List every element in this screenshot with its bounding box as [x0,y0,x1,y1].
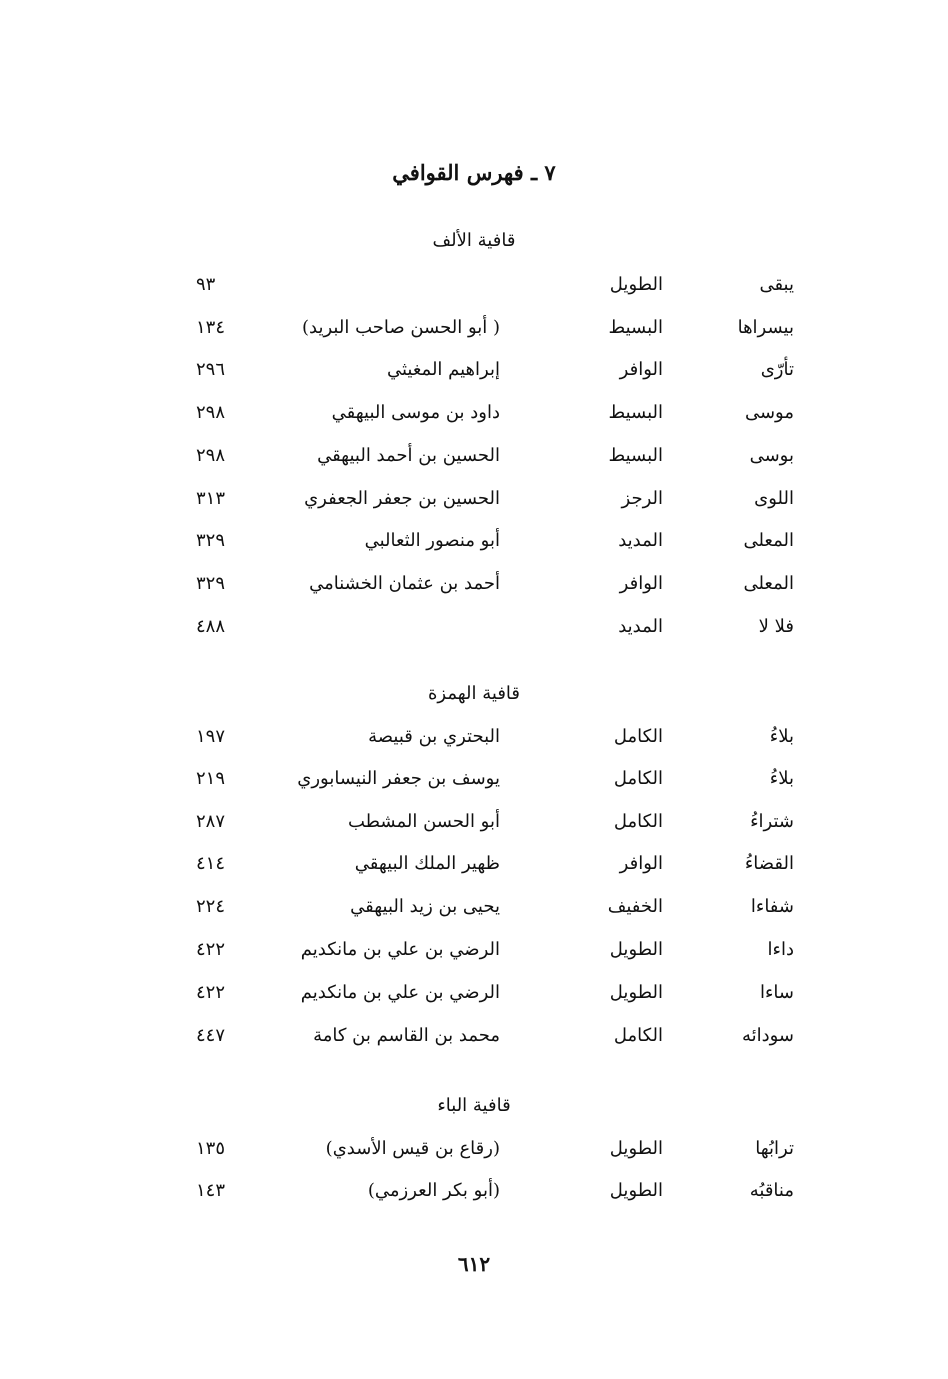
rhyme-word: شفاءا [750,896,794,917]
page-ref: ٣٢٩ [196,573,226,594]
rhyme-word: بيسراها [737,317,794,338]
poet-name: الرضي بن علي بن مانكديم [300,982,500,1003]
meter-name: المديد [618,530,663,551]
page-ref: ١٩٧ [196,726,226,747]
meter-name: الخفيف [607,896,663,917]
poet-name: محمد بن القاسم بن كامة [313,1025,500,1046]
poet-name: ظهير الملك البيهقي [354,853,500,874]
table-row [0,488,948,524]
poet-name: الحسين بن أحمد البيهقي [317,445,500,466]
page-ref: ٣١٣ [196,488,226,509]
rhyme-word: بلاءُ [769,768,794,789]
table-row [0,853,948,889]
table-row [0,1180,948,1216]
table-row [0,896,948,932]
poet-name: الحسين بن جعفر الجعفري [304,488,500,509]
page-ref: ٢١٩ [196,768,226,789]
rhyme-word: القضاءُ [744,853,794,874]
page-ref: ٢٢٤ [196,896,226,917]
rhyme-word: المعلى [743,573,794,594]
poet-name: يوسف بن جعفر النيسابوري [297,768,500,789]
page-ref: ٤٨٨ [196,616,226,637]
meter-name: الطويل [609,982,663,1003]
poet-name: أبو الحسن المشطب [347,811,500,832]
rhyme-word: شتراءُ [750,811,794,832]
table-row [0,1138,948,1174]
rhyme-word: فلا لا [758,616,794,637]
table-row [0,359,948,395]
meter-name: البسيط [608,402,663,423]
rhyme-word: بوسى [749,445,794,466]
poet-name: يحيى بن زيد البيهقي [350,896,500,917]
poet-name: إبراهيم المغيثي [386,359,500,380]
poet-name: أبو منصور الثعالبي [364,530,500,551]
meter-name: الكامل [613,811,663,832]
rhyme-word: ترابُها [755,1138,794,1159]
meter-name: الوافر [619,853,663,874]
meter-name: الكامل [613,768,663,789]
rhyme-word: داءا [767,939,794,960]
poet-name: الرضي بن علي بن مانكديم [300,939,500,960]
rhyme-word: ساءا [759,982,794,1003]
meter-name: الطويل [609,939,663,960]
table-row [0,768,948,804]
rhyme-word: يبقى [759,274,794,295]
meter-name: الطويل [609,1180,663,1201]
table-row [0,616,948,652]
page-ref: ٣٢٩ [196,530,226,551]
table-row [0,573,948,609]
page-ref: ٢٩٦ [196,359,226,380]
page-ref: ١٣٥ [196,1138,226,1159]
table-row [0,939,948,975]
page-ref: ٤١٤ [196,853,226,874]
meter-name: البسيط [608,317,663,338]
rhyme-word: سودائه [741,1025,794,1046]
rhyme-word: بلاءُ [769,726,794,747]
page-ref: ٢٩٨ [196,445,226,466]
meter-name: الرجز [621,488,663,509]
poet-name: أحمد بن عثمان الخشنامي [309,573,500,594]
table-row [0,726,948,762]
page-number: ٦١٢ [457,1252,491,1276]
poet-name: (رقاع بن قيس الأسدي) [325,1138,500,1159]
section-heading-ba: قافية الباء [437,1095,511,1116]
meter-name: الكامل [613,1025,663,1046]
section-heading-alif: قافية الألف [432,230,516,251]
poet-name: ( أبو الحسن صاحب البريد) [302,317,500,338]
page-ref: ٤٢٢ [196,939,226,960]
page-ref: ٤٤٧ [196,1025,226,1046]
table-row [0,274,948,310]
rhyme-word: تأرّى [760,359,794,380]
page-title: ٧ ـ فهرس القوافي [392,160,556,185]
poet-name: (أبو بكر العرزمي) [367,1180,500,1201]
meter-name: الوافر [619,573,663,594]
page-ref: ٤٢٢ [196,982,226,1003]
meter-name: البسيط [608,445,663,466]
table-row [0,402,948,438]
meter-name: المديد [618,616,663,637]
table-row [0,1025,948,1061]
meter-name: الكامل [613,726,663,747]
rhyme-word: اللوى [754,488,794,509]
rhyme-word: المعلى [743,530,794,551]
meter-name: الطويل [609,1138,663,1159]
meter-name: الوافر [619,359,663,380]
meter-name: الطويل [609,274,663,295]
section-heading-hamza: قافية الهمزة [427,683,521,704]
rhyme-word: مناقبُه [749,1180,794,1201]
table-row [0,982,948,1018]
rhyme-word: موسى [744,402,794,423]
page-ref: ١٤٣ [196,1180,226,1201]
poet-name: البحتري بن قبيصة [368,726,500,747]
poet-name: داود بن موسى البيهقي [331,402,500,423]
table-row [0,317,948,353]
table-row [0,445,948,481]
page-ref: ٩٣ [196,274,216,295]
page-ref: ٢٩٨ [196,402,226,423]
table-row [0,811,948,847]
page-ref: ١٣٤ [196,317,226,338]
page-ref: ٢٨٧ [196,811,226,832]
table-row [0,530,948,566]
